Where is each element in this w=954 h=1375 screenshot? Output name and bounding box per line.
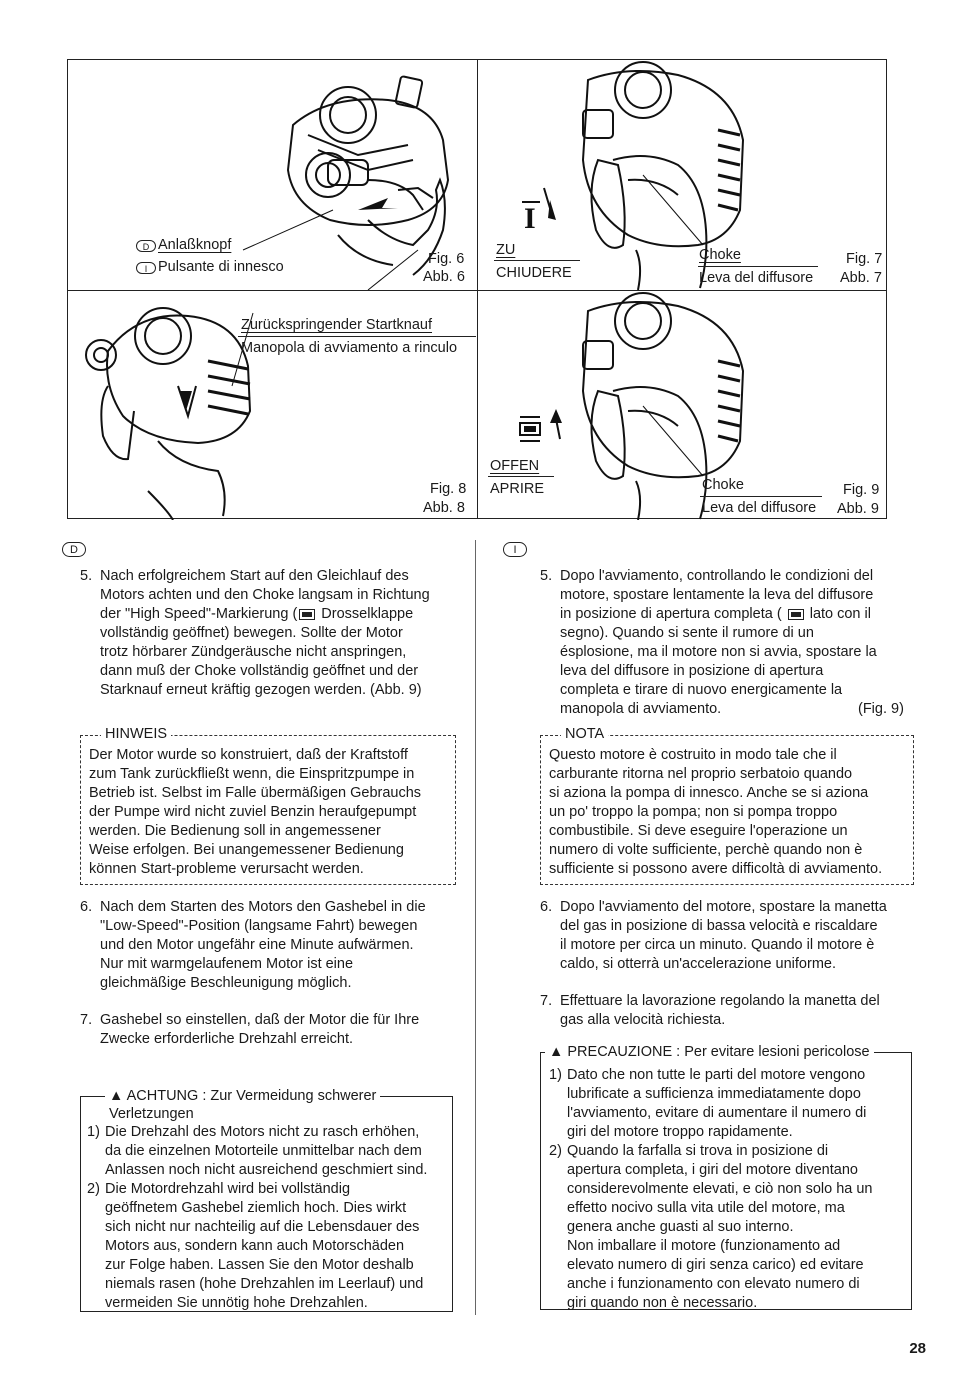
note-text: Questo motore è costruito in modo tale che il carburante ritorna nel proprio serbatoio quando si aziona la pompa di innesco. Anche se si aziona un po' troppo la pompa; non si pompa troppo combustibile. Si deve eseguire l'operazione un numero di volte sufficiente, perchè quando non è sufficiente si possono avere difficoltà di avviamento. <box>549 747 883 877</box>
de-step-6 <box>80 898 460 994</box>
fig8-label-de: Zurückspringender Startknauf <box>241 317 433 333</box>
it-step-7 <box>540 992 912 1032</box>
note-heading: HINWEIS <box>101 726 171 742</box>
engine-choke-closed-illustration <box>478 60 888 290</box>
fig7-label-it: Leva del diffusore <box>699 270 814 286</box>
warning-item-text: Die Drehzahl des Motors nicht zu rasch erhöhen, da die einzelnen Motorteile unmittelbar nach dem Anlassen noch nicht ausreichend geschmiert sind. <box>105 1124 428 1178</box>
fig8-fig-number: Fig. 8 <box>430 481 467 497</box>
fig7-abb-number: Abb. 7 <box>840 270 882 286</box>
step-text <box>560 567 877 719</box>
fig8-label-it: Manopola di avviamento a rinculo <box>241 340 458 356</box>
svg-text:I: I <box>524 202 536 235</box>
step-number: 5. <box>540 568 553 584</box>
figure-8 <box>68 291 477 520</box>
open-choke-symbol-icon <box>788 609 804 620</box>
step-text: Effettuare la lavorazione regolando la manetta del gas alla velocità richiesta. <box>560 993 880 1028</box>
fig7-label-underline <box>698 266 818 267</box>
step5-text-b: Drosselklappe vollständig geöffnet) bewegen. Sollte der Motor trotz hörbarer Zündgeräusche nicht anspringen, dann muß der Choke vollständig geöffnet und der Starknauf erneut kräftig gezogen werden. (Abb. 9) <box>100 606 422 698</box>
figure-grid <box>67 59 887 519</box>
lang-badge-de: D <box>136 240 156 252</box>
fig9-label-it: Leva del diffusore <box>702 500 817 516</box>
it-note-box <box>540 726 914 885</box>
step-number: 6. <box>540 899 553 915</box>
fig6-label-de: Anlaßknopf <box>158 237 232 253</box>
de-step-7 <box>80 1011 460 1051</box>
fig9-label-de: Choke <box>702 477 744 493</box>
it-step-6 <box>540 898 912 976</box>
fig9-fig-number: Fig. 9 <box>843 482 880 498</box>
warning-item-number: 2) <box>87 1181 100 1197</box>
warning-item-number: 2) <box>549 1143 562 1159</box>
warning-item-number: 1) <box>549 1067 562 1083</box>
open-choke-symbol-icon <box>299 609 315 620</box>
lang-badge-it: I <box>503 542 527 557</box>
step-number: 5. <box>80 568 93 584</box>
step-text: Dopo l'avviamento del motore, spostare la manetta del gas in posizione di bassa velocità e riscaldare il motore per circa un minuto. Quando il motore è caldo, si otterrà un'accelerazione uniforme. <box>560 899 887 972</box>
warning-item-text: Die Motordrehzahl wird bei vollständig geöffnetem Gashebel ziemlich hoch. Dies wirkt sich nicht nur nachteilig auf die Lebensdauer des Motors aus, sondern kann auch Motorschäden zur Folge haben. Lassen Sie den Motor deshalb niemals rasen (hohe Drehzahlen im Leerlauf) und vermeiden Sie unnötig hohe Drehzahlen. <box>105 1181 424 1311</box>
fig6-abb-number: Abb. 6 <box>423 269 465 285</box>
page-number: 28 <box>909 1340 926 1357</box>
warning-triangle-icon: ▲ <box>549 1044 564 1060</box>
warning-triangle-icon: ▲ <box>109 1088 124 1104</box>
fig9-label-underline <box>700 496 822 497</box>
fig9-state-de: OFFEN <box>490 458 540 474</box>
warning-heading <box>545 1043 874 1061</box>
figure-9 <box>478 291 888 520</box>
warning-heading <box>105 1087 380 1123</box>
note-text: Der Motor wurde so konstruiert, daß der Kraftstoff zum Tank zurückfließt wenn, die Einspritzpumpe in Betrieb ist. Selbst im Falle übermäßigen Gebrauchs der Pumpe wird nicht zuviel Benzin heraufgepumpt werden. Die Bedienung soll in angemessener Weise erfolgen. Bei unangemessener Bedienung können Start-probleme verursacht werden. <box>89 747 422 877</box>
fig9-state-it: APRIRE <box>490 481 544 497</box>
de-note-box <box>80 726 456 885</box>
fig6-label-it: Pulsante di innesco <box>158 259 284 275</box>
warning-item-text: Quando la farfalla si trova in posizione di apertura completa, i giri del motore diventano considerevolmente elevati, e ciò non solo ha un effetto nocivo sulla vita utile del motore, ma genera anche guasti al suo interno. Non imballare il motore (funzionamento ad elevato numero di giri senza carico) ed evitare anche i funzionamento con elevato numero di giri quando non è necessario. <box>567 1143 873 1311</box>
fig9-state-underline <box>488 476 554 477</box>
de-warning-box <box>80 1088 453 1312</box>
figure-7 <box>478 60 888 290</box>
step-number: 6. <box>80 899 93 915</box>
step-text <box>100 567 430 700</box>
fig7-fig-number: Fig. 7 <box>846 251 883 267</box>
step5-text-a: Dopo l'avviamento, controllando le condizioni del motore, spostare lentamente la leva del diffusore in posizione di apertura completa ( <box>560 568 874 622</box>
fig6-fig-number: Fig. 6 <box>428 251 465 267</box>
figure-6 <box>68 60 477 290</box>
fig7-state-underline <box>494 260 580 261</box>
note-heading: NOTA <box>561 726 608 742</box>
it-step-5 <box>540 567 912 719</box>
fig8-label-underline <box>238 336 476 337</box>
fig8-abb-number: Abb. 8 <box>423 500 465 516</box>
step-number: 7. <box>80 1012 93 1028</box>
step5-text-a: Nach erfolgreichem Start auf den Gleichlauf des Motors achten und den Choke langsam in Richtung der "High Speed"-Markierung ( <box>100 568 430 622</box>
warning-heading-text: ACHTUNG : Zur Vermeidung schwerer Verletzungen <box>109 1088 377 1122</box>
step-text: Nach dem Starten des Motors den Gashebel in die "Low-Speed"-Position (langsame Fahrt) bewegen und den Motor ungefähr eine Minute aufwärmen. Nur mit warmgelaufenem Motor ist eine gleichmäßige Beschleunigung möglich. <box>100 899 426 991</box>
step5-text-b: lato con il segno). Quando si sente il rumore di un ésplosione, ma il motore non si avvia, spostare la leva del diffusore in posizione di apertura completa e tirare di nuovo energicamente la manopola di avviamento. <box>560 606 877 717</box>
step5-fig-ref: (Fig. 9) <box>858 701 904 717</box>
warning-item-text: Dato che non tutte le parti del motore vengono lubrificate a sufficienza immediatamente dopo l'avviamento, evitare di aumentare il numero di giri del motore troppo rapidamente. <box>567 1067 867 1140</box>
engine-primer-illustration <box>68 60 477 290</box>
fig7-state-it: CHIUDERE <box>496 265 572 281</box>
warning-item-number: 1) <box>87 1124 100 1140</box>
column-divider <box>475 540 476 1315</box>
lang-badge-de: D <box>62 542 86 557</box>
lang-badge-it: I <box>136 262 156 274</box>
warning-heading-text: PRECAUZIONE : Per evitare lesioni pericolose <box>567 1044 870 1060</box>
de-step-5 <box>80 567 460 702</box>
step-number: 7. <box>540 993 553 1009</box>
fig7-state-de: ZU <box>496 242 516 258</box>
fig7-label-de: Choke <box>699 247 741 263</box>
fig9-abb-number: Abb. 9 <box>837 501 879 517</box>
step-text: Gashebel so einstellen, daß der Motor die für Ihre Zwecke erforderliche Drehzahl erreicht. <box>100 1012 420 1047</box>
it-warning-box <box>540 1044 912 1311</box>
